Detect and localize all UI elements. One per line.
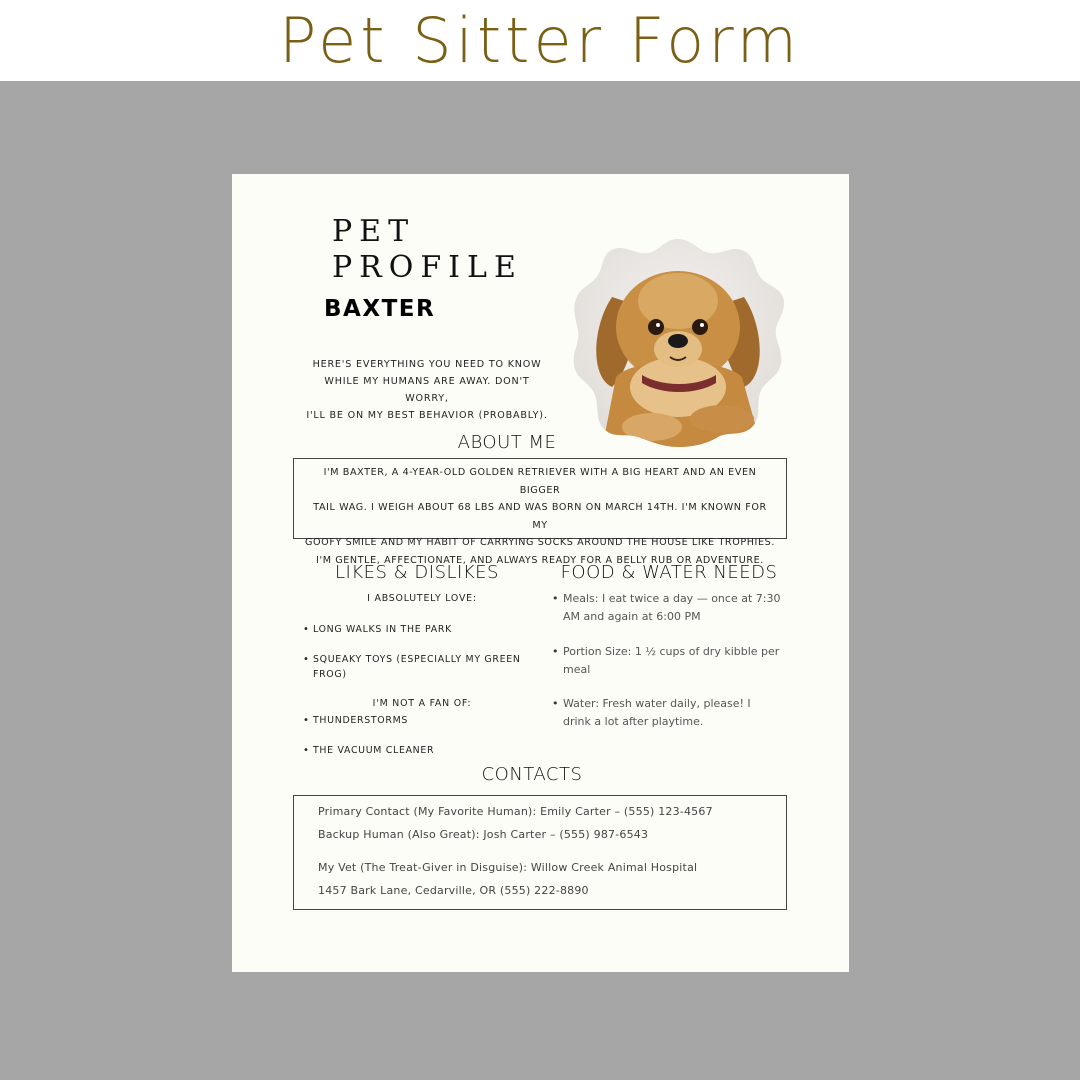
about-line: I'M BAXTER, A 4-YEAR-OLD GOLDEN RETRIEVER WITH A BIG HEART AND AN EVEN BIGGER <box>323 467 757 496</box>
dislike-label: I'M NOT A FAN OF: <box>372 698 472 709</box>
pet-name: BAXTER <box>324 296 436 322</box>
intro-line: HERE'S EVERYTHING YOU NEED TO KNOW <box>312 359 542 370</box>
intro-line: I'LL BE ON MY BEST BEHAVIOR (PROBABLY). <box>306 410 548 421</box>
dog-photo <box>572 237 784 449</box>
likes-heading: LIKES & DISLIKES <box>335 562 499 583</box>
about-line: GOOFY SMILE AND MY HABIT OF CARRYING SOCKS AROUND THE HOUSE LIKE TROPHIES. <box>305 537 775 548</box>
contact-line: Primary Contact (My Favorite Human): Emily Carter – (555) 123-4567 <box>318 805 713 818</box>
dislike-item: • THUNDERSTORMS <box>304 713 524 728</box>
food-item: • Portion Size: 1 ½ cups of dry kibble per meal <box>552 643 782 678</box>
title-banner <box>0 0 1080 81</box>
dislike-item: • THE VACUUM CLEANER <box>304 743 524 758</box>
love-item: • LONG WALKS IN THE PARK <box>304 622 524 637</box>
about-line: TAIL WAG. I WEIGH ABOUT 68 LBS AND WAS BORN ON MARCH 14TH. I'M KNOWN FOR MY <box>313 502 767 531</box>
food-item: • Meals: I eat twice a day — once at 7:30 AM and again at 6:00 PM <box>552 590 782 625</box>
about-heading: ABOUT ME <box>457 432 557 453</box>
food-heading: FOOD & WATER NEEDS <box>560 562 778 583</box>
love-item: • SQUEAKY TOYS (ESPECIALLY MY GREEN FROG) <box>304 652 524 682</box>
contacts-heading: CONTACTS <box>481 764 583 785</box>
profile-title: PET PROFILE <box>332 214 523 285</box>
contact-line: 1457 Bark Lane, Cedarville, OR (555) 222-8890 <box>318 884 589 897</box>
banner-title: Pet Sitter Form <box>278 4 802 77</box>
intro-line: WHILE MY HUMANS ARE AWAY. DON'T WORRY, <box>324 376 530 404</box>
contacts-box <box>293 795 787 910</box>
intro-text <box>302 356 552 424</box>
contact-line: My Vet (The Treat-Giver in Disguise): Willow Creek Animal Hospital <box>318 861 698 874</box>
love-label: I ABSOLUTELY LOVE: <box>367 593 477 604</box>
about-box <box>293 458 787 566</box>
contact-line: Backup Human (Also Great): Josh Carter – (555) 987-6543 <box>318 828 649 841</box>
pet-profile-sheet <box>232 174 849 972</box>
about-line: I'M GENTLE, AFFECTIONATE, AND ALWAYS READY FOR A BELLY RUB OR ADVENTURE. <box>316 554 764 566</box>
food-item: • Water: Fresh water daily, please! I drink a lot after playtime. <box>552 695 782 730</box>
